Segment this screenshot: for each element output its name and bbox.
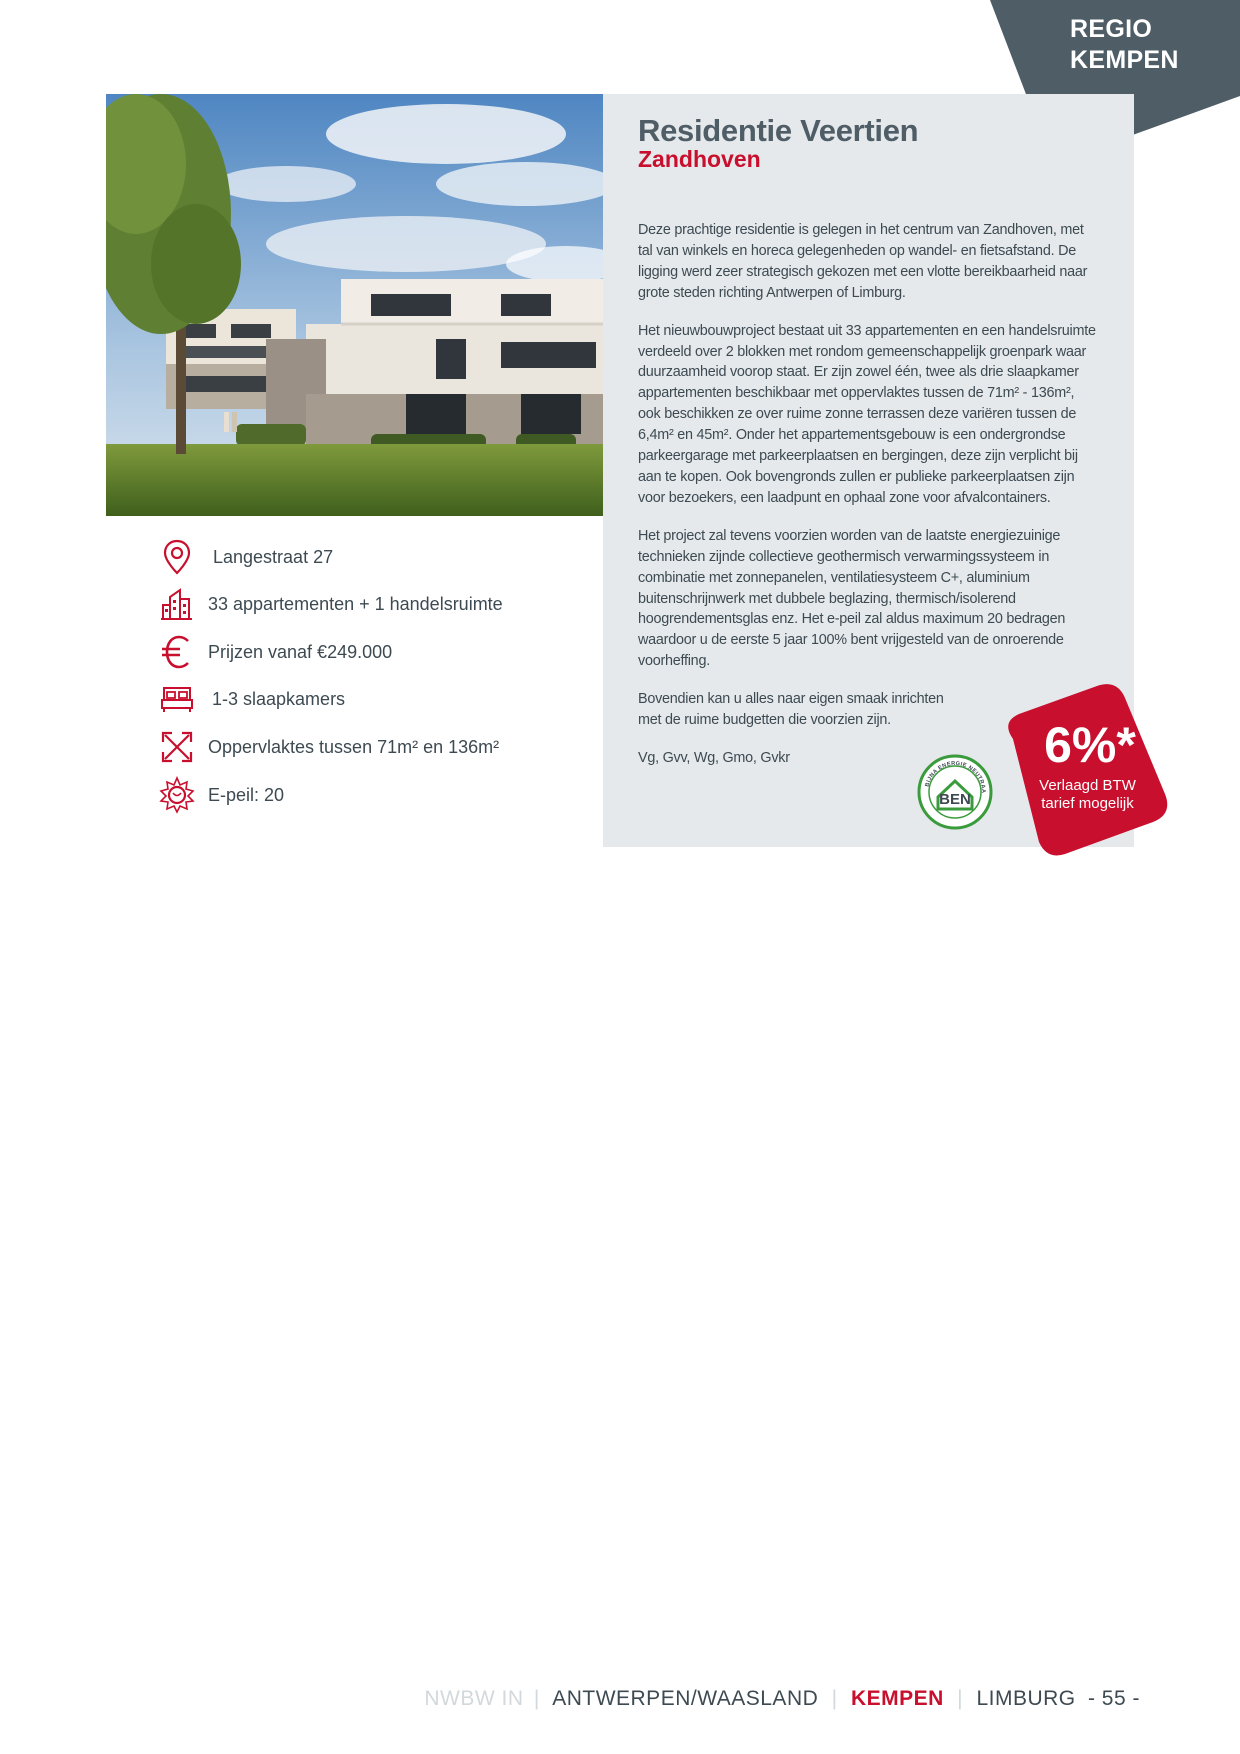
region-label-line1: REGIO [1070, 15, 1153, 43]
feature-text: Oppervlaktes tussen 71m² en 136m² [208, 737, 500, 757]
footer-region-antwerpen: ANTWERPEN/WAASLAND [552, 1687, 819, 1710]
region-label-line2: KEMPEN [1070, 46, 1179, 74]
ben-energy-logo [916, 753, 994, 831]
footer-separator: | [831, 1687, 838, 1710]
feature-surface [158, 728, 588, 768]
feature-price [158, 633, 588, 673]
footer-separator: | [957, 1687, 964, 1710]
feature-units [158, 585, 588, 625]
footer-page-number: - 55 - [1087, 1687, 1140, 1710]
page-footer [424, 1687, 1140, 1711]
footer-region-limburg: LIMBURG [976, 1687, 1076, 1710]
feature-address [158, 538, 588, 578]
footer-region-kempen: KEMPEN [850, 1687, 944, 1710]
location-pin-icon [158, 538, 196, 576]
vat-percentage: 6%* [1044, 717, 1136, 773]
vat-line1: Verlaagd BTW [1039, 777, 1136, 794]
feature-text: E-peil: 20 [208, 785, 285, 805]
description-paragraph: Het nieuwbouwproject bestaat uit 33 appartementen en een handelsruimte verdeeld over 2 blokken met rondom gemeenschappelijk groenpark waar duurzaamheid voorop staat. Er zijn zowel één, twee als drie slaapkamer appartementen beschikbaar met oppervlaktes tussen de 71m² - 136m², ook beschikken ze over ruime zonne terrassen deze variëren tussen de 6,4m² en 45m². Onder het appartementsgebouw is een ondergrondse parkeergarage met parkeerplaatsen en bergingen, deze zijn verplicht bij aan te kopen. Ook bovengronds zullen er publieke parkeerplaatsen zijn voor bezoekers, een laadpunt en ophaal zone voor afvalcontainers. [638, 322, 1096, 506]
feature-text: Prijzen vanaf €249.000 [208, 642, 393, 662]
feature-text: Langestraat 27 [213, 547, 334, 567]
project-rendering-image [106, 94, 603, 516]
project-title: Residentie Veertien [638, 113, 919, 148]
ben-logo-ring-text: BIJNA ENERGIE NEUTRAA [924, 760, 987, 794]
footer-separator: | [533, 1687, 540, 1710]
vat-description [1025, 777, 1150, 813]
energy-sun-icon [158, 776, 196, 814]
region-label [1070, 14, 1179, 76]
footer-prefix: NWBW IN [424, 1687, 524, 1710]
ben-logo-text: BEN [939, 791, 971, 808]
bed-icon [158, 680, 196, 718]
feature-epeil [158, 776, 588, 816]
euro-icon [158, 633, 196, 671]
description-legal-codes: Vg, Gvv, Wg, Gmo, Gvkr [638, 749, 790, 766]
feature-bedrooms [158, 680, 588, 720]
description-paragraph: Bovendien kan u alles naar eigen smaak inrichten met de ruime budgetten die voorzien zijn. [638, 691, 944, 729]
feature-text: 1-3 slaapkamers [212, 689, 346, 709]
feature-text: 33 appartementen + 1 handelsruimte [208, 594, 503, 614]
description-paragraph: Deze prachtige residentie is gelegen in het centrum van Zandhoven, met tal van winkels en horeca gelegenheden op wandel- en fietsafstand. De ligging werd zeer strategisch gekozen met een vlotte bereikbaarheid naar grote steden richting Antwerpen of Limburg. [638, 222, 1088, 301]
building-icon [158, 585, 196, 623]
expand-arrows-icon [158, 728, 196, 766]
vat-line2: tarief mogelijk [1041, 795, 1134, 812]
description-paragraph: Het project zal tevens voorzien worden van de laatste energiezuinige technieken zijnde collectieve geothermisch verwarmingssysteem in combinatie met zonnepanelen, ventilatiesysteem C+, aluminium buitenschrijnwerk met dubbele beglazing, thermisch/isolerend hoogrendementsglas enz. Het e-peil zal aldus maximum 20 bedragen waardoor u de eerste 5 jaar 100% bent vrijgesteld van de onroerende voorheffing. [638, 527, 1066, 670]
project-location: Zandhoven [638, 146, 761, 172]
